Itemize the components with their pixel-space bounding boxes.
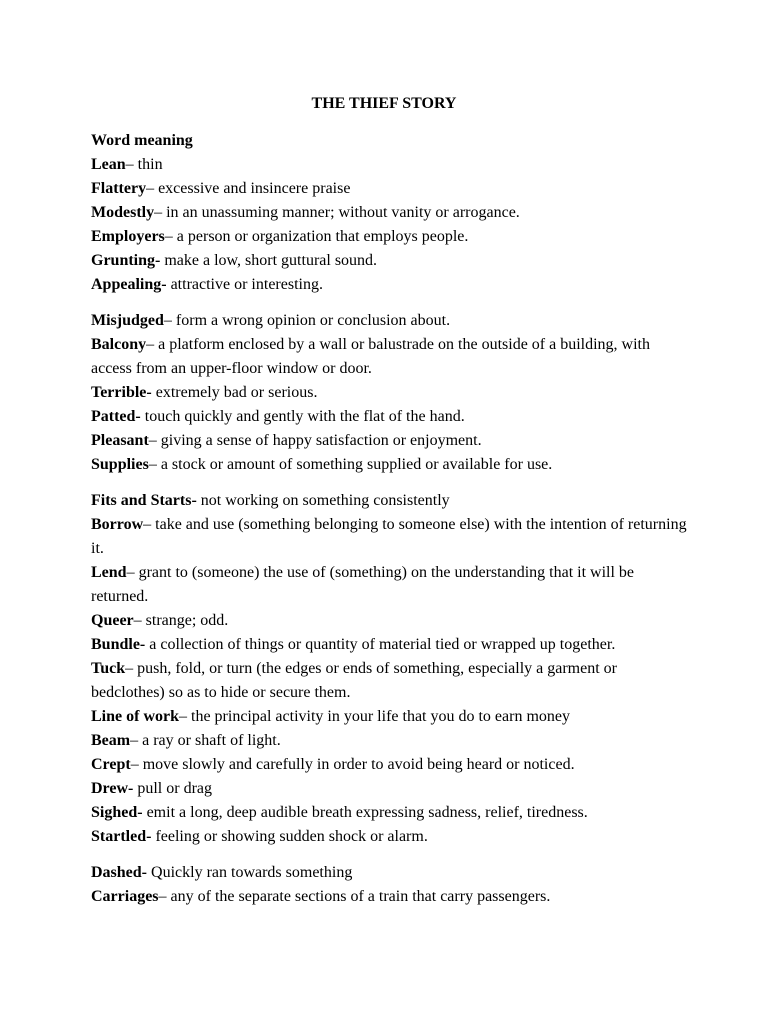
entry-separator: – (125, 156, 138, 173)
entry-separator: – (146, 336, 159, 353)
entry-separator: – (146, 180, 159, 197)
entry (91, 729, 691, 753)
entry-separator: – (164, 228, 177, 245)
entry-separator: – (179, 708, 191, 725)
entry (91, 801, 691, 825)
entry-term: Appealing- (91, 276, 167, 293)
entry-definition: feeling or showing sudden shock or alarm. (155, 828, 428, 845)
entry-definition: move slowly and carefully in order to avoid being heard or noticed. (142, 756, 575, 773)
entry (91, 777, 691, 801)
entry-term: Dashed- (91, 864, 148, 881)
entry-separator: – (158, 888, 171, 905)
entry-term: Line of work (91, 708, 179, 725)
entry-definition: the principal activity in your life that you do to earn money (191, 708, 571, 725)
entry-definition: thin (137, 156, 163, 173)
entry (91, 609, 691, 633)
entry-definition: emit a long, deep audible breath expressing sadness, relief, tiredness. (146, 804, 588, 821)
entry-separator: – (148, 432, 161, 449)
entry-term: Modestly (91, 204, 155, 221)
entry (91, 561, 691, 609)
entry (91, 273, 691, 297)
entry-term: Employers (91, 228, 165, 245)
entry-definition: a person or organization that employs people. (176, 228, 469, 245)
entry (91, 453, 691, 477)
entry-term: Lend (91, 564, 127, 581)
entry-term: Borrow (91, 516, 144, 533)
entry-definition: excessive and insincere praise (158, 180, 351, 197)
entry-definition: pull or drag (137, 780, 213, 797)
entry-definition: any of the separate sections of a train that carry passengers. (170, 888, 551, 905)
entry-definition: touch quickly and gently with the flat of the hand. (144, 408, 465, 425)
entry (91, 705, 691, 729)
entry-separator: – (163, 312, 176, 329)
entry-term: Tuck (91, 660, 126, 677)
entry-separator: – (154, 204, 167, 221)
entry-term: Sighed- (91, 804, 143, 821)
entry (91, 381, 691, 405)
document-title: THE THIEF STORY (311, 95, 457, 112)
entry (91, 513, 691, 561)
entry (91, 333, 691, 381)
entry-term: Fits and Starts- (91, 492, 197, 509)
entry-definition: a ray or shaft of light. (142, 732, 281, 749)
entry-separator: – (130, 732, 143, 749)
entry-definition: form a wrong opinion or conclusion about. (175, 312, 451, 329)
entry-term: Carriages (91, 888, 159, 905)
entry-definition: a collection of things or quantity of material tied or wrapped up together. (149, 636, 616, 653)
vocabulary-group-2 (91, 309, 691, 477)
entry (91, 201, 691, 225)
entry-term: Lean (91, 156, 126, 173)
entry-separator: – (143, 516, 156, 533)
entry-definition: a stock or amount of something supplied or available for use. (160, 456, 553, 473)
entry (91, 657, 691, 705)
entry (91, 249, 691, 273)
entry-definition: giving a sense of happy satisfaction or enjoyment. (160, 432, 482, 449)
entry-definition: extremely bad or serious. (155, 384, 318, 401)
entry-definition: grant to (someone) the use of (something) on the understanding that it will be returned. (91, 564, 635, 605)
entry-term: Misjudged (91, 312, 164, 329)
entry (91, 153, 691, 177)
entry-term: Patted- (91, 408, 141, 425)
entry-term: Grunting- (91, 252, 161, 269)
entry-term: Flattery (91, 180, 147, 197)
entry-definition: not working on something consistently (200, 492, 450, 509)
entry (91, 885, 691, 909)
entry (91, 825, 691, 849)
entry-definition: take and use (something belonging to someone else) with the intention of returning it. (91, 516, 687, 557)
entry-term: Drew- (91, 780, 134, 797)
entry-term: Beam (91, 732, 131, 749)
vocabulary-group-4 (91, 861, 691, 909)
entry-definition: strange; odd. (145, 612, 229, 629)
entry (91, 309, 691, 333)
entry (91, 861, 691, 885)
entry-separator: – (133, 612, 146, 629)
entry-term: Bundle- (91, 636, 146, 653)
entry-term: Terrible- (91, 384, 152, 401)
entry (91, 753, 691, 777)
entry-term: Balcony (91, 336, 147, 353)
entry-definition: Quickly ran towards something (151, 864, 353, 881)
entry-term: Queer (91, 612, 134, 629)
entry-term: Supplies (91, 456, 149, 473)
entry-definition: in an unassuming manner; without vanity or arrogance. (166, 204, 520, 221)
section-heading: Word meaning (91, 132, 193, 149)
entry (91, 225, 691, 249)
entry-separator: – (125, 660, 138, 677)
entry (91, 429, 691, 453)
entry-separator: – (148, 456, 161, 473)
entry-term: Pleasant (91, 432, 149, 449)
entry-definition: a platform enclosed by a wall or balustrade on the outside of a building, with access from an upper-floor window or door. (91, 336, 650, 377)
entry (91, 489, 691, 513)
entry-separator: – (130, 756, 143, 773)
entry-separator: – (126, 564, 139, 581)
entry (91, 177, 691, 201)
entry-definition: push, fold, or turn (the edges or ends of something, especially a garment or bedclothes) so as to hide or secure them. (91, 660, 617, 701)
entry (91, 633, 691, 657)
vocabulary-group-1 (91, 129, 691, 297)
entry-term: Crept (91, 756, 131, 773)
vocabulary-group-3 (91, 489, 691, 849)
entry-definition: make a low, short guttural sound. (164, 252, 378, 269)
entry-term: Startled- (91, 828, 152, 845)
entry (91, 405, 691, 429)
entry-definition: attractive or interesting. (170, 276, 323, 293)
